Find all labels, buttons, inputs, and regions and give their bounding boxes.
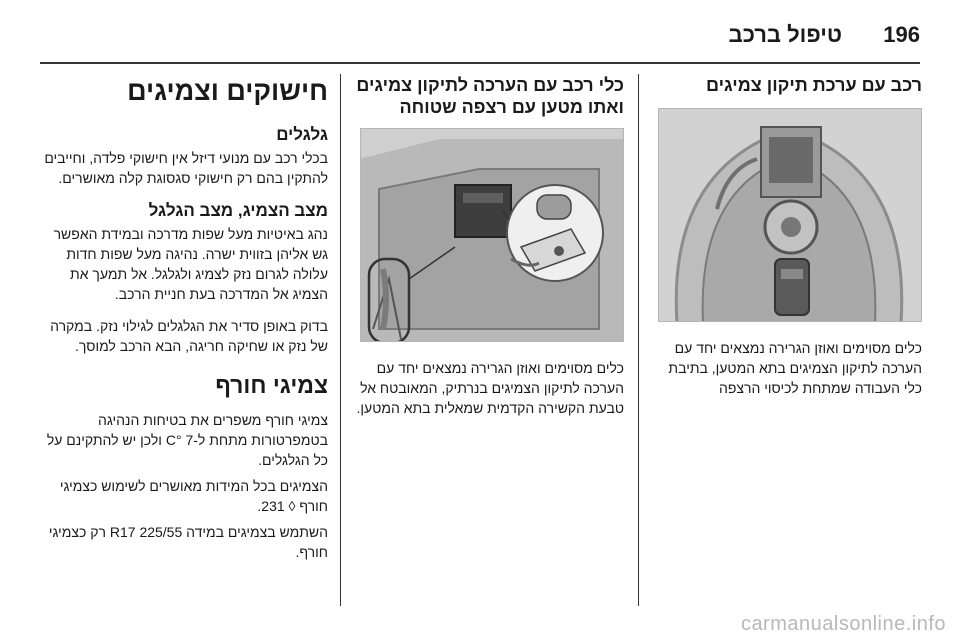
caption-spare-well: כלים מסוימים ואוזן הגרירה נמצאים יחד עם הערכה לתיקון הצמיגים בתא המטען, בתיבת כלי העבודה שמתחת לכיסוי הרצפה xyxy=(668,340,922,396)
subheading-tyre-condition: מצב הצמיג, מצב הגלגל xyxy=(148,201,328,220)
watermark: carmanualsonline.info xyxy=(740,613,946,635)
paragraph-winter: צמיגי חורף משפרים את בטיחות הנהיגה בטמפרטורות מתחת ל-7 °C ולכן יש להתקינם על כל הגלגלים. xyxy=(46,412,328,468)
page-number: 196 xyxy=(883,22,920,47)
heading-flat-floor: כלי רכב עם הערכה לתיקון צמיגים ואתו מטען עם רצפה שטוחה xyxy=(356,75,624,117)
header-divider xyxy=(40,62,920,64)
column-spare-well xyxy=(650,74,922,398)
heading-repair-kit: רכב עם ערכת תיקון צמיגים xyxy=(706,75,922,95)
section-heading-wheels-tyres: חישוקים וצמיגים xyxy=(127,76,328,106)
paragraph-approved: הצמיגים בכל המידות מאושרים לשימוש כצמיגי חורף ◊ 231. xyxy=(59,478,328,514)
page-header xyxy=(0,12,960,52)
column-divider-left xyxy=(340,74,341,606)
subheading-wheels: גלגלים xyxy=(276,125,328,144)
section-title: טיפול ברכב xyxy=(728,22,842,47)
column-divider-right xyxy=(638,74,639,606)
column-flat-floor xyxy=(352,74,624,418)
caption-flat-floor: כלים מסוימים ואוזן הגרירה נמצאים יחד עם הערכה לתיקון הצמיגים בנרתיק, המאובטח אל טבעת הקשירה הקדמית שמאלית בתא המטען. xyxy=(356,360,624,416)
subheading-winter-tyres: צמיגי חורף xyxy=(215,372,328,398)
paragraph-size: השתמש בצמיגים במידה 225/55 R17 רק כצמיגי חורף. xyxy=(48,524,328,560)
paragraph-tyre-condition: נהג באיטיות מעל שפות מדרכה ובמידת האפשר גש אליהן בזווית ישרה. נהיגה מעל שפות חדות עלולה לגרום נזק לצמיג ולגלגל. אל תמעך את הצמיג אל המדרכה בעת חניית הרכב. xyxy=(53,226,328,302)
spare-well-photo xyxy=(658,108,922,322)
trunk-bag-photo xyxy=(360,128,624,342)
paragraph-wheels: בכלי רכב עם מנועי דיזל אין חישוקי פלדה, וחייבים להתקין בהם רק חישוקי סגסוגת קלה מאושרים. xyxy=(44,150,328,186)
column-wheels-tyres xyxy=(40,74,328,568)
paragraph-inspect: בדוק באופן סדיר את הגלגלים לגילוי נזק. במקרה של נזק או שחיקה חריגה, הבא הרכב למוסך. xyxy=(50,318,328,354)
